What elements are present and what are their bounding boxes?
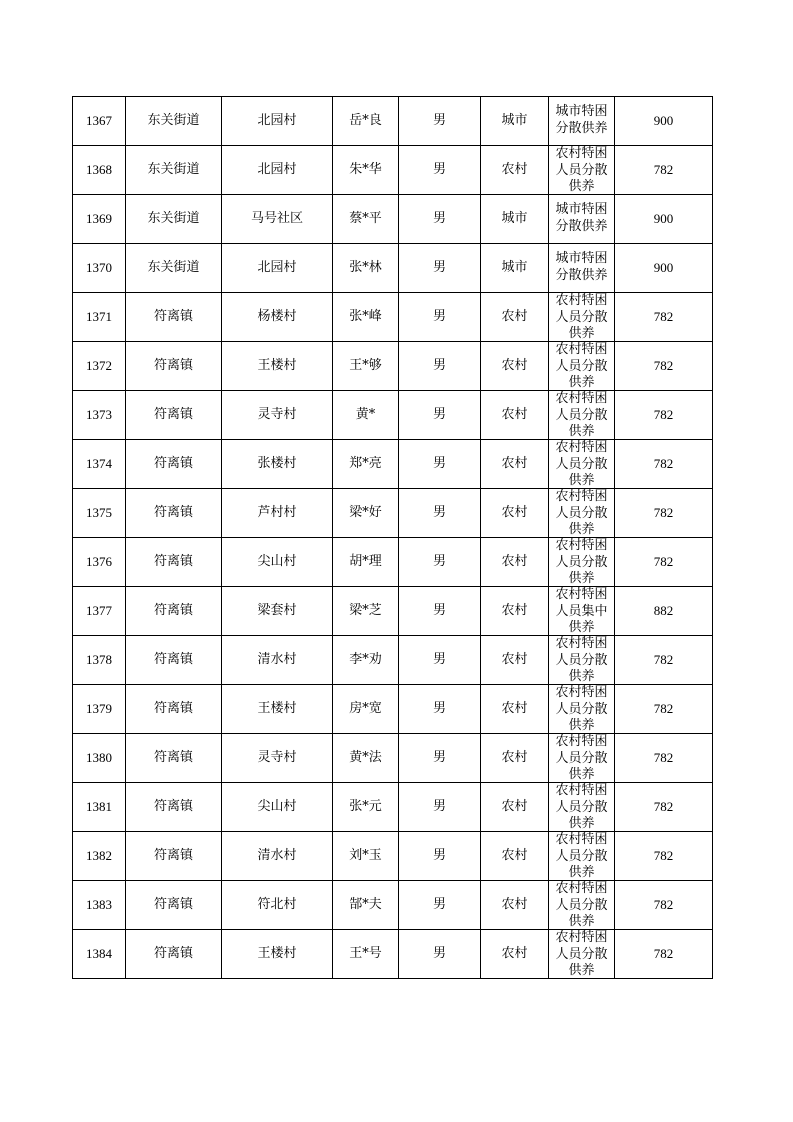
cell-gender: 男 xyxy=(399,440,481,489)
cell-id: 1370 xyxy=(73,244,126,293)
category-text: 农村特困人员分散供养 xyxy=(555,881,608,929)
category-text: 农村特困人员分散供养 xyxy=(555,538,608,586)
category-clip xyxy=(549,783,614,831)
category-text: 农村特困人员分散供养 xyxy=(555,783,608,831)
cell-name: 王*号 xyxy=(333,930,399,979)
cell-id: 1373 xyxy=(73,391,126,440)
cell-village: 王楼村 xyxy=(222,930,333,979)
cell-village: 清水村 xyxy=(222,832,333,881)
category-clip xyxy=(549,489,614,537)
cell-id: 1374 xyxy=(73,440,126,489)
table-row xyxy=(73,636,713,685)
cell-gender: 男 xyxy=(399,97,481,146)
cell-amount: 782 xyxy=(615,930,713,979)
cell-name: 梁*好 xyxy=(333,489,399,538)
cell-gender: 男 xyxy=(399,930,481,979)
cell-category xyxy=(549,930,615,979)
cell-category xyxy=(549,685,615,734)
cell-category xyxy=(549,832,615,881)
cell-id: 1376 xyxy=(73,538,126,587)
cell-village: 灵寺村 xyxy=(222,734,333,783)
table-row xyxy=(73,440,713,489)
cell-village: 芦村村 xyxy=(222,489,333,538)
table-row xyxy=(73,538,713,587)
cell-household-type: 农村 xyxy=(481,587,549,636)
cell-amount: 782 xyxy=(615,293,713,342)
cell-id: 1379 xyxy=(73,685,126,734)
cell-id: 1368 xyxy=(73,146,126,195)
category-text: 农村特困人员分散供养 xyxy=(555,489,608,537)
cell-household-type: 农村 xyxy=(481,391,549,440)
cell-category xyxy=(549,489,615,538)
cell-id: 1367 xyxy=(73,97,126,146)
cell-amount: 782 xyxy=(615,489,713,538)
cell-household-type: 农村 xyxy=(481,293,549,342)
cell-name: 张*元 xyxy=(333,783,399,832)
cell-household-type: 农村 xyxy=(481,930,549,979)
records-table xyxy=(72,96,713,979)
category-text: 农村特困人员分散供养 xyxy=(555,734,608,782)
table-row xyxy=(73,293,713,342)
cell-amount: 782 xyxy=(615,146,713,195)
cell-village: 王楼村 xyxy=(222,685,333,734)
cell-category xyxy=(549,342,615,391)
category-clip xyxy=(549,146,614,194)
cell-amount: 900 xyxy=(615,244,713,293)
cell-name: 王*够 xyxy=(333,342,399,391)
cell-household-type: 农村 xyxy=(481,783,549,832)
category-text: 农村特困人员分散供养 xyxy=(555,391,608,439)
category-text: 农村特困人员分散供养 xyxy=(555,930,608,978)
cell-village: 符北村 xyxy=(222,881,333,930)
cell-town: 符离镇 xyxy=(126,342,222,391)
cell-category xyxy=(549,636,615,685)
cell-village: 北园村 xyxy=(222,146,333,195)
cell-village: 杨楼村 xyxy=(222,293,333,342)
cell-gender: 男 xyxy=(399,636,481,685)
cell-category xyxy=(549,881,615,930)
cell-id: 1383 xyxy=(73,881,126,930)
cell-household-type: 城市 xyxy=(481,195,549,244)
cell-town: 符离镇 xyxy=(126,881,222,930)
cell-amount: 782 xyxy=(615,832,713,881)
cell-category xyxy=(549,734,615,783)
cell-name: 刘*玉 xyxy=(333,832,399,881)
category-text: 城市特困分散供养 xyxy=(555,202,608,234)
cell-name: 朱*华 xyxy=(333,146,399,195)
table-row xyxy=(73,587,713,636)
cell-village: 张楼村 xyxy=(222,440,333,489)
cell-category xyxy=(549,195,615,244)
cell-town: 符离镇 xyxy=(126,587,222,636)
cell-household-type: 农村 xyxy=(481,440,549,489)
cell-gender: 男 xyxy=(399,538,481,587)
cell-category xyxy=(549,440,615,489)
category-text: 农村特困人员集中供养 xyxy=(555,587,608,635)
cell-household-type: 农村 xyxy=(481,685,549,734)
cell-name: 黄*法 xyxy=(333,734,399,783)
cell-amount: 900 xyxy=(615,195,713,244)
cell-gender: 男 xyxy=(399,244,481,293)
category-clip xyxy=(549,342,614,390)
cell-name: 李*劝 xyxy=(333,636,399,685)
cell-gender: 男 xyxy=(399,783,481,832)
cell-category xyxy=(549,587,615,636)
category-clip xyxy=(549,587,614,635)
table-body xyxy=(73,97,713,979)
cell-village: 尖山村 xyxy=(222,538,333,587)
category-text: 农村特困人员分散供养 xyxy=(555,832,608,880)
cell-village: 北园村 xyxy=(222,97,333,146)
category-clip xyxy=(549,97,614,145)
category-clip xyxy=(549,195,614,243)
cell-name: 岳*良 xyxy=(333,97,399,146)
cell-name: 房*宽 xyxy=(333,685,399,734)
cell-amount: 782 xyxy=(615,538,713,587)
category-text: 农村特困人员分散供养 xyxy=(555,342,608,390)
cell-amount: 782 xyxy=(615,440,713,489)
cell-name: 梁*芝 xyxy=(333,587,399,636)
cell-village: 清水村 xyxy=(222,636,333,685)
cell-town: 东关街道 xyxy=(126,244,222,293)
cell-gender: 男 xyxy=(399,587,481,636)
cell-category xyxy=(549,391,615,440)
cell-id: 1381 xyxy=(73,783,126,832)
cell-amount: 900 xyxy=(615,97,713,146)
cell-name: 黄* xyxy=(333,391,399,440)
cell-id: 1371 xyxy=(73,293,126,342)
cell-category xyxy=(549,783,615,832)
cell-gender: 男 xyxy=(399,734,481,783)
category-text: 城市特困分散供养 xyxy=(555,104,608,136)
cell-gender: 男 xyxy=(399,881,481,930)
cell-amount: 782 xyxy=(615,391,713,440)
cell-town: 东关街道 xyxy=(126,195,222,244)
cell-village: 灵寺村 xyxy=(222,391,333,440)
category-text: 农村特困人员分散供养 xyxy=(555,440,608,488)
cell-id: 1380 xyxy=(73,734,126,783)
cell-town: 符离镇 xyxy=(126,293,222,342)
cell-amount: 782 xyxy=(615,734,713,783)
table-row xyxy=(73,391,713,440)
table-row xyxy=(73,685,713,734)
category-text: 城市特困分散供养 xyxy=(555,251,608,283)
cell-id: 1375 xyxy=(73,489,126,538)
category-text: 农村特困人员分散供养 xyxy=(555,685,608,733)
cell-amount: 782 xyxy=(615,685,713,734)
category-text: 农村特困人员分散供养 xyxy=(555,146,608,194)
cell-category xyxy=(549,146,615,195)
cell-id: 1384 xyxy=(73,930,126,979)
cell-town: 符离镇 xyxy=(126,538,222,587)
category-text: 农村特困人员分散供养 xyxy=(555,636,608,684)
category-clip xyxy=(549,636,614,684)
cell-amount: 782 xyxy=(615,342,713,391)
cell-gender: 男 xyxy=(399,489,481,538)
cell-household-type: 农村 xyxy=(481,538,549,587)
cell-household-type: 农村 xyxy=(481,636,549,685)
cell-village: 马号社区 xyxy=(222,195,333,244)
cell-amount: 782 xyxy=(615,881,713,930)
cell-name: 张*林 xyxy=(333,244,399,293)
cell-town: 符离镇 xyxy=(126,832,222,881)
cell-town: 东关街道 xyxy=(126,97,222,146)
cell-category xyxy=(549,244,615,293)
cell-town: 符离镇 xyxy=(126,734,222,783)
cell-amount: 782 xyxy=(615,783,713,832)
category-clip xyxy=(549,685,614,733)
cell-gender: 男 xyxy=(399,146,481,195)
cell-id: 1378 xyxy=(73,636,126,685)
cell-household-type: 农村 xyxy=(481,832,549,881)
cell-town: 符离镇 xyxy=(126,440,222,489)
category-clip xyxy=(549,391,614,439)
cell-gender: 男 xyxy=(399,832,481,881)
table-row xyxy=(73,244,713,293)
category-text: 农村特困人员分散供养 xyxy=(555,293,608,341)
cell-name: 张*峰 xyxy=(333,293,399,342)
table-row xyxy=(73,881,713,930)
cell-name: 郑*亮 xyxy=(333,440,399,489)
cell-household-type: 农村 xyxy=(481,881,549,930)
cell-gender: 男 xyxy=(399,391,481,440)
cell-town: 符离镇 xyxy=(126,783,222,832)
category-clip xyxy=(549,538,614,586)
cell-amount: 782 xyxy=(615,636,713,685)
cell-amount: 882 xyxy=(615,587,713,636)
category-clip xyxy=(549,293,614,341)
cell-household-type: 农村 xyxy=(481,734,549,783)
cell-name: 胡*理 xyxy=(333,538,399,587)
cell-town: 符离镇 xyxy=(126,391,222,440)
category-clip xyxy=(549,734,614,782)
table-row xyxy=(73,195,713,244)
cell-id: 1382 xyxy=(73,832,126,881)
cell-town: 符离镇 xyxy=(126,930,222,979)
cell-village: 尖山村 xyxy=(222,783,333,832)
category-clip xyxy=(549,832,614,880)
cell-village: 梁套村 xyxy=(222,587,333,636)
table-row xyxy=(73,97,713,146)
table-row xyxy=(73,832,713,881)
cell-category xyxy=(549,97,615,146)
cell-category xyxy=(549,293,615,342)
category-clip xyxy=(549,881,614,929)
cell-gender: 男 xyxy=(399,685,481,734)
cell-town: 符离镇 xyxy=(126,636,222,685)
category-clip xyxy=(549,244,614,292)
table-row xyxy=(73,489,713,538)
cell-gender: 男 xyxy=(399,195,481,244)
table-row xyxy=(73,930,713,979)
cell-household-type: 农村 xyxy=(481,489,549,538)
cell-town: 东关街道 xyxy=(126,146,222,195)
cell-town: 符离镇 xyxy=(126,489,222,538)
cell-name: 郜*夫 xyxy=(333,881,399,930)
table-row xyxy=(73,734,713,783)
cell-name: 蔡*平 xyxy=(333,195,399,244)
cell-town: 符离镇 xyxy=(126,685,222,734)
cell-village: 王楼村 xyxy=(222,342,333,391)
category-clip xyxy=(549,930,614,978)
cell-village: 北园村 xyxy=(222,244,333,293)
table-row xyxy=(73,342,713,391)
cell-household-type: 城市 xyxy=(481,97,549,146)
table-row xyxy=(73,783,713,832)
category-clip xyxy=(549,440,614,488)
cell-gender: 男 xyxy=(399,342,481,391)
cell-gender: 男 xyxy=(399,293,481,342)
cell-id: 1369 xyxy=(73,195,126,244)
cell-household-type: 农村 xyxy=(481,342,549,391)
cell-category xyxy=(549,538,615,587)
cell-id: 1377 xyxy=(73,587,126,636)
table-row xyxy=(73,146,713,195)
cell-household-type: 城市 xyxy=(481,244,549,293)
cell-household-type: 农村 xyxy=(481,146,549,195)
cell-id: 1372 xyxy=(73,342,126,391)
